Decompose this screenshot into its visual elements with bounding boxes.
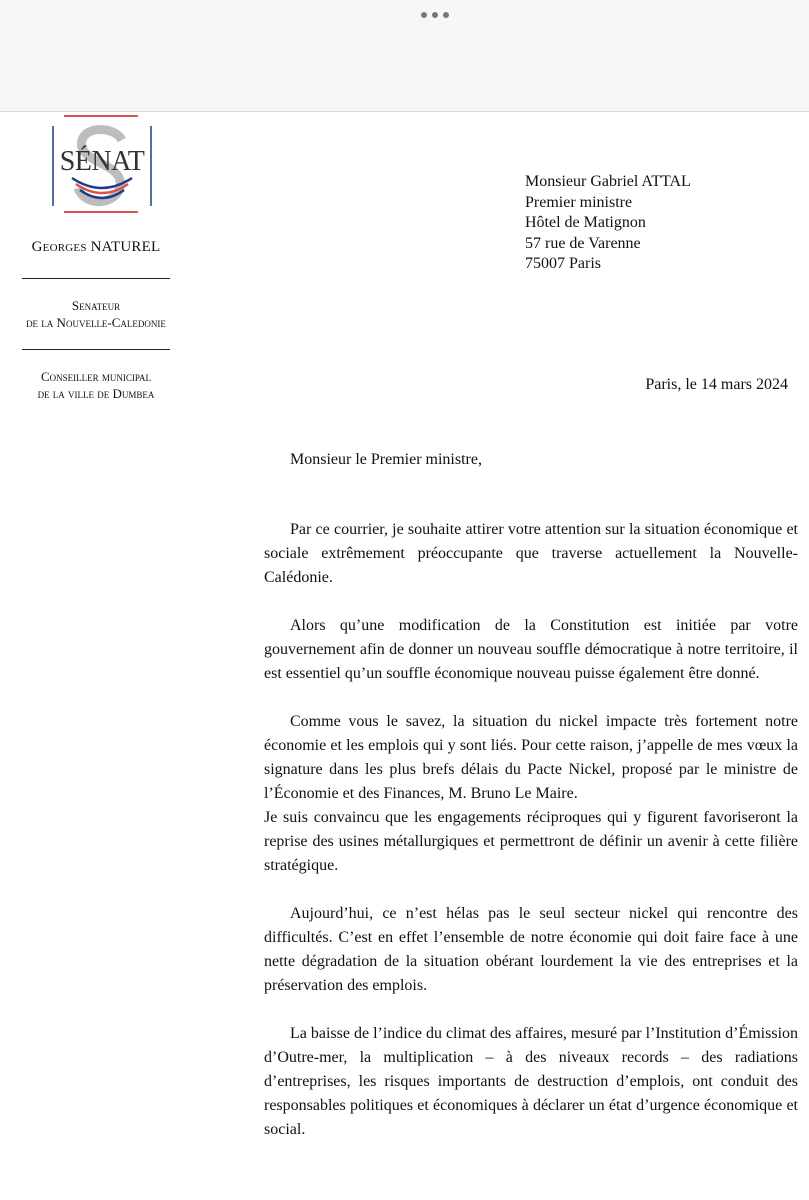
addressee-line: Monsieur Gabriel ATTAL [525,173,691,190]
role-senator-line1: Senateur [71,298,121,313]
letter-body [264,518,798,1166]
role-councillor-line1: Conseiller municipal [40,369,152,384]
addressee-line: Hôtel de Matignon [525,214,646,231]
divider [22,349,170,350]
paragraph: Alors qu’une modification de la Constitution est initiée par votre gouvernement afin de donner un nouveau souffle démocratique à notre territoire, il est essentiel qu’un souffle économique nouveau puisse également être donné. [264,617,798,682]
paragraph: La baisse de l’indice du climat des affaires, mesuré par l’Institution d’Émission d’Outre-mer, la multiplication – à des niveaux records – des radiations d’entreprises, les risques importants de destruction d’emplois, ont conduit des responsables politiques et économiques à déclarer un état d’urgence économique et social. [264,1025,799,1138]
salutation: Monsieur le Premier ministre, [290,451,482,468]
role-councillor-line2: de la ville de Dumbea [37,386,155,401]
senat-logo-text: SÉNAT [59,146,145,177]
paragraph: Comme vous le savez, la situation du nickel impacte très fortement notre économie et les emplois qui y sont liés. Pour cette raison, j’appelle de mes vœux la signature dans les plus brefs délais du Pacte Nickel, proposé par le ministre de l’Économie et des Finances, M. Bruno Le Maire. [264,713,798,802]
letterhead-sidebar [0,236,192,402]
addressee-block [525,172,785,275]
addressee-line: Premier ministre [525,193,633,211]
paragraph: Par ce courrier, je souhaite attirer votre attention sur la situation économique et sociale extrêmement préoccupante que traverse actuellement la Nouvelle-Calédonie. [264,521,798,586]
divider [22,278,170,279]
paragraph: Aujourd’hui, ce n’est hélas pas le seul secteur nickel qui rencontre des difficultés. C’est en effet l’ensemble de notre économie qui doit faire face à une nette dégradation de la situation obérant lourdement la vie des entreprises et la préservation des emplois. [264,905,798,994]
senat-logo [50,114,154,214]
viewer-top-bar [0,0,809,112]
letter-date: Paris, le 14 mars 2024 [645,376,788,393]
senator-name: Georges NATUREL [31,239,161,255]
more-options-icon[interactable] [421,12,449,18]
addressee-line: 57 rue de Varenne [525,234,641,252]
addressee-line: 75007 Paris [525,255,601,272]
role-senator-line2: de la Nouvelle-Caledonie [26,315,166,330]
paragraph: Je suis convaincu que les engagements réciproques qui y figurent favoriseront la reprise des usines métallurgiques et permettront de définir un avenir à cette filière stratégique. [264,809,798,874]
